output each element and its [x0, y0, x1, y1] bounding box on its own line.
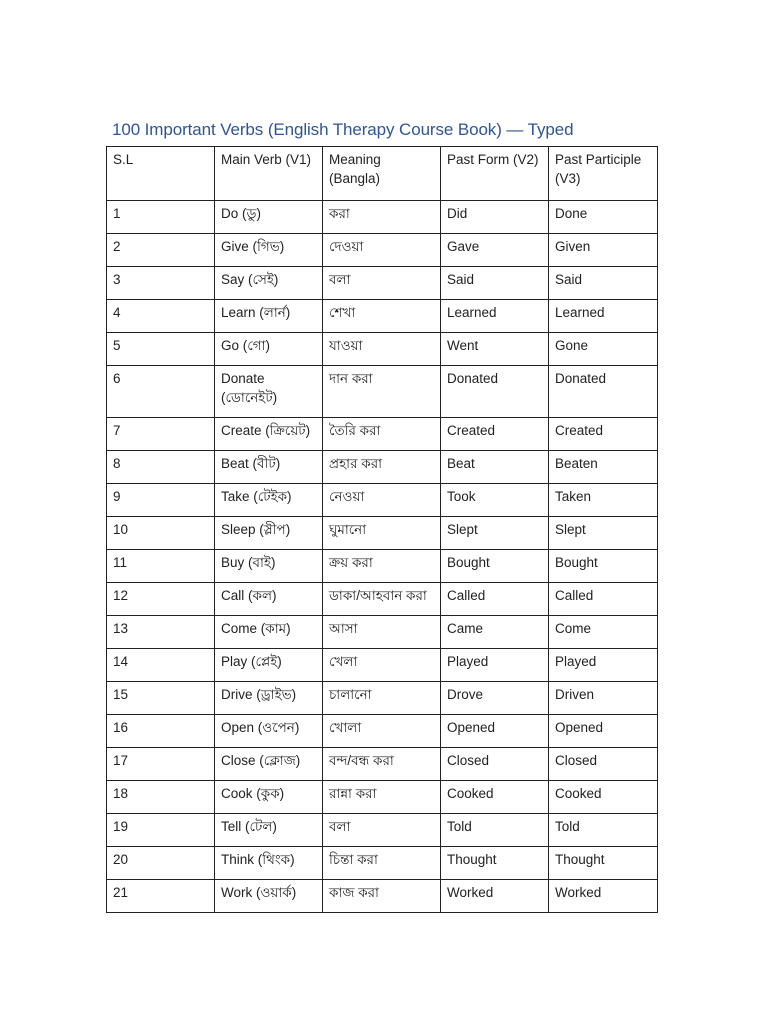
- cell-main-verb: Cook (কুক): [215, 781, 323, 814]
- cell-serial: 1: [107, 201, 215, 234]
- cell-main-verb: Call (কল): [215, 583, 323, 616]
- cell-past-participle: Taken: [549, 484, 658, 517]
- cell-main-verb: Go (গো): [215, 333, 323, 366]
- header-past-form: Past Form (V2): [441, 147, 549, 201]
- cell-serial: 20: [107, 847, 215, 880]
- cell-main-verb: Drive (ড্রাইভ): [215, 682, 323, 715]
- table-row: [107, 333, 658, 366]
- cell-past-participle: Told: [549, 814, 658, 847]
- header-past-participle: Past Participle (V3): [549, 147, 658, 201]
- cell-past-participle: Closed: [549, 748, 658, 781]
- cell-main-verb: Tell (টেল): [215, 814, 323, 847]
- cell-past-participle: Donated: [549, 366, 658, 418]
- cell-past-form: Closed: [441, 748, 549, 781]
- cell-serial: 11: [107, 550, 215, 583]
- table-row: [107, 550, 658, 583]
- table-row: [107, 748, 658, 781]
- cell-serial: 21: [107, 880, 215, 913]
- table-row: [107, 814, 658, 847]
- cell-main-verb: Take (টেইক): [215, 484, 323, 517]
- cell-past-participle: Given: [549, 234, 658, 267]
- cell-serial: 14: [107, 649, 215, 682]
- cell-serial: 15: [107, 682, 215, 715]
- cell-past-form: Slept: [441, 517, 549, 550]
- cell-past-participle: Cooked: [549, 781, 658, 814]
- cell-past-form: Worked: [441, 880, 549, 913]
- cell-past-participle: Done: [549, 201, 658, 234]
- cell-past-participle: Bought: [549, 550, 658, 583]
- cell-past-participle: Beaten: [549, 451, 658, 484]
- cell-main-verb: Close (ক্লোজ): [215, 748, 323, 781]
- table-row: [107, 649, 658, 682]
- cell-past-form: Came: [441, 616, 549, 649]
- cell-serial: 10: [107, 517, 215, 550]
- cell-serial: 9: [107, 484, 215, 517]
- cell-past-form: Went: [441, 333, 549, 366]
- cell-meaning: তৈরি করা: [323, 418, 441, 451]
- cell-past-form: Told: [441, 814, 549, 847]
- cell-serial: 8: [107, 451, 215, 484]
- table-row: [107, 616, 658, 649]
- table-row: [107, 880, 658, 913]
- cell-past-participle: Opened: [549, 715, 658, 748]
- cell-meaning: ঘুমানো: [323, 517, 441, 550]
- cell-meaning: শেখা: [323, 300, 441, 333]
- table-row: [107, 267, 658, 300]
- cell-meaning: ক্রয় করা: [323, 550, 441, 583]
- cell-meaning: কাজ করা: [323, 880, 441, 913]
- cell-past-form: Thought: [441, 847, 549, 880]
- cell-past-form: Did: [441, 201, 549, 234]
- header-serial: S.L: [107, 147, 215, 201]
- cell-past-participle: Learned: [549, 300, 658, 333]
- cell-meaning: বন্দ/বন্ধ করা: [323, 748, 441, 781]
- cell-past-form: Took: [441, 484, 549, 517]
- cell-serial: 5: [107, 333, 215, 366]
- cell-past-form: Beat: [441, 451, 549, 484]
- cell-main-verb: Sleep (স্লীপ): [215, 517, 323, 550]
- cell-serial: 3: [107, 267, 215, 300]
- cell-serial: 6: [107, 366, 215, 418]
- cell-meaning: যাওয়া: [323, 333, 441, 366]
- cell-meaning: বলা: [323, 267, 441, 300]
- cell-past-participle: Played: [549, 649, 658, 682]
- table-row: [107, 300, 658, 333]
- cell-past-form: Cooked: [441, 781, 549, 814]
- table-row: [107, 847, 658, 880]
- table-row: [107, 781, 658, 814]
- cell-serial: 7: [107, 418, 215, 451]
- table-row: [107, 201, 658, 234]
- cell-past-participle: Worked: [549, 880, 658, 913]
- table-row: [107, 366, 658, 418]
- cell-meaning: নেওয়া: [323, 484, 441, 517]
- cell-past-participle: Thought: [549, 847, 658, 880]
- cell-main-verb: Give (গিভ): [215, 234, 323, 267]
- verbs-table: [106, 146, 658, 913]
- cell-past-form: Opened: [441, 715, 549, 748]
- table-row: [107, 418, 658, 451]
- cell-main-verb: Come (কাম): [215, 616, 323, 649]
- cell-meaning: দেওয়া: [323, 234, 441, 267]
- table-row: [107, 715, 658, 748]
- cell-meaning: চালানো: [323, 682, 441, 715]
- cell-meaning: দান করা: [323, 366, 441, 418]
- cell-past-participle: Created: [549, 418, 658, 451]
- table-body: [107, 201, 658, 913]
- cell-past-participle: Called: [549, 583, 658, 616]
- table-row: [107, 517, 658, 550]
- cell-meaning: করা: [323, 201, 441, 234]
- cell-meaning: ডাকা/আহবান করা: [323, 583, 441, 616]
- table-row: [107, 451, 658, 484]
- cell-past-participle: Come: [549, 616, 658, 649]
- cell-past-participle: Driven: [549, 682, 658, 715]
- cell-main-verb: Say (সেই): [215, 267, 323, 300]
- cell-past-form: Learned: [441, 300, 549, 333]
- cell-past-participle: Gone: [549, 333, 658, 366]
- cell-past-form: Played: [441, 649, 549, 682]
- cell-past-form: Drove: [441, 682, 549, 715]
- cell-past-form: Created: [441, 418, 549, 451]
- cell-main-verb: Create (ক্রিয়েট): [215, 418, 323, 451]
- table-header-row: [107, 147, 658, 201]
- table-row: [107, 234, 658, 267]
- cell-past-form: Donated: [441, 366, 549, 418]
- cell-meaning: খেলা: [323, 649, 441, 682]
- cell-past-form: Called: [441, 583, 549, 616]
- cell-serial: 12: [107, 583, 215, 616]
- cell-serial: 16: [107, 715, 215, 748]
- cell-serial: 17: [107, 748, 215, 781]
- cell-past-participle: Said: [549, 267, 658, 300]
- cell-main-verb: Play (প্লেই): [215, 649, 323, 682]
- cell-main-verb: Work (ওয়ার্ক): [215, 880, 323, 913]
- table-row: [107, 583, 658, 616]
- cell-main-verb: Donate (ডোনেইট): [215, 366, 323, 418]
- document-title: 100 Important Verbs (English Therapy Course Book) — Typed: [112, 120, 574, 139]
- cell-main-verb: Learn (লার্ন): [215, 300, 323, 333]
- cell-meaning: প্রহার করা: [323, 451, 441, 484]
- cell-serial: 2: [107, 234, 215, 267]
- cell-main-verb: Do (ডু): [215, 201, 323, 234]
- cell-past-form: Gave: [441, 234, 549, 267]
- header-meaning: Meaning (Bangla): [323, 147, 441, 201]
- cell-main-verb: Think (থিংক): [215, 847, 323, 880]
- cell-main-verb: Buy (বাই): [215, 550, 323, 583]
- cell-meaning: বলা: [323, 814, 441, 847]
- cell-serial: 19: [107, 814, 215, 847]
- cell-meaning: আসা: [323, 616, 441, 649]
- table-row: [107, 484, 658, 517]
- cell-main-verb: Beat (বীট): [215, 451, 323, 484]
- cell-meaning: চিন্তা করা: [323, 847, 441, 880]
- cell-past-participle: Slept: [549, 517, 658, 550]
- cell-serial: 4: [107, 300, 215, 333]
- cell-main-verb: Open (ওপেন): [215, 715, 323, 748]
- header-main-verb: Main Verb (V1): [215, 147, 323, 201]
- cell-past-form: Said: [441, 267, 549, 300]
- cell-serial: 18: [107, 781, 215, 814]
- cell-meaning: রান্না করা: [323, 781, 441, 814]
- table-row: [107, 682, 658, 715]
- cell-serial: 13: [107, 616, 215, 649]
- cell-meaning: খোলা: [323, 715, 441, 748]
- cell-past-form: Bought: [441, 550, 549, 583]
